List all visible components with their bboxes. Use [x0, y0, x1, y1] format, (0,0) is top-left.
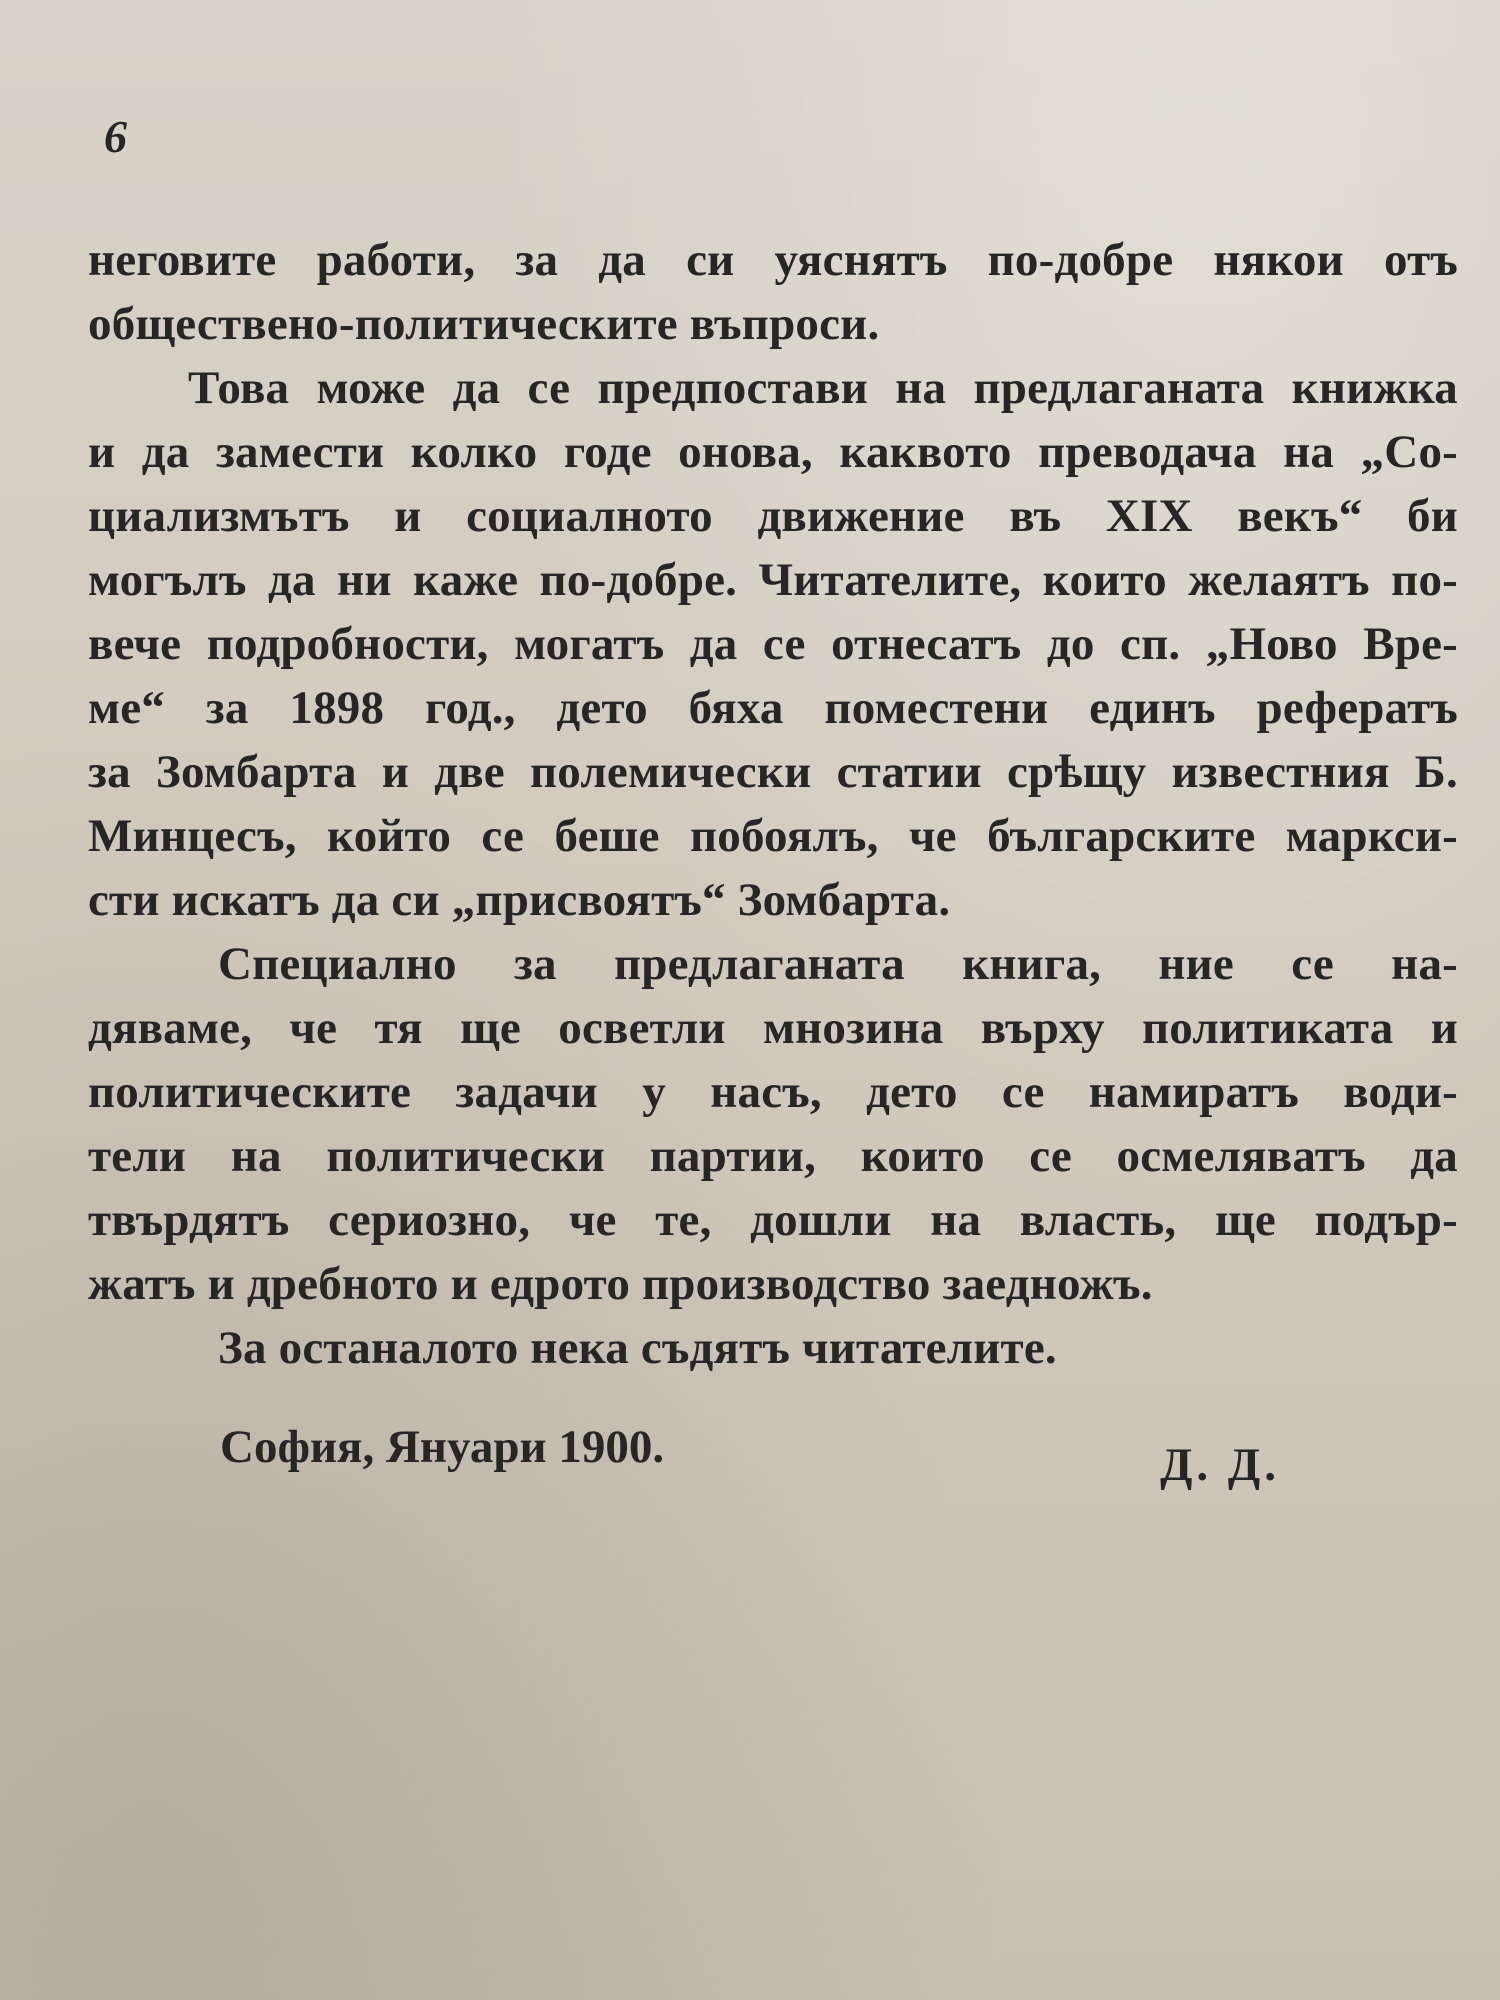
text-line: сти искатъ да си „присвоятъ“ Зомбарта. [88, 874, 951, 926]
text-line: Специално за предлаганата книга, ние се на- [218, 938, 1458, 990]
place-date: София, Януари 1900. [220, 1421, 665, 1473]
text-line: и да замести колко годе онова, каквото преводача на „Со- [88, 426, 1458, 478]
text-line: жатъ и дребното и едрото производство заедножъ. [88, 1258, 1153, 1310]
author-initials: Д. Д. [1160, 1439, 1280, 1491]
text-line: твърдятъ сериозно, че те, дошли на власть, ще подър- [88, 1194, 1458, 1246]
page-number: 6 [104, 111, 127, 162]
text-line: Това може да се предпостави на предлаганата книжка [188, 362, 1458, 414]
text-line: дяваме, че тя ще осветли мнозина върху политиката и [88, 1002, 1458, 1054]
text-line: циализмътъ и социалното движение въ XIX векъ“ би [88, 490, 1458, 542]
text-line: политическите задачи у насъ, дето се намиратъ води- [88, 1066, 1458, 1118]
text-line: тели на политически партии, които се осмеляватъ да [88, 1130, 1458, 1182]
text-line: ме“ за 1898 год., дето бяха поместени единъ рефератъ [88, 682, 1458, 734]
text-line: за Зомбарта и две полемически статии срѣщу известния Б. [88, 746, 1458, 798]
text-line: За останалото нека съдятъ читателите. [218, 1322, 1057, 1374]
text-line: обществено-политическите въпроси. [88, 298, 880, 350]
signature-row [220, 1420, 1280, 1490]
text-line: могълъ да ни каже по-добре. Читателите, които желаятъ по- [88, 554, 1458, 606]
body-text [88, 228, 1458, 1380]
text-line: неговите работи, за да си уяснятъ по-добре някои отъ [88, 234, 1458, 286]
text-line: Минцесъ, който се беше побоялъ, че българските маркси- [88, 810, 1458, 862]
text-line: вече подробности, могатъ да се отнесатъ до сп. „Ново Вре- [88, 618, 1458, 670]
